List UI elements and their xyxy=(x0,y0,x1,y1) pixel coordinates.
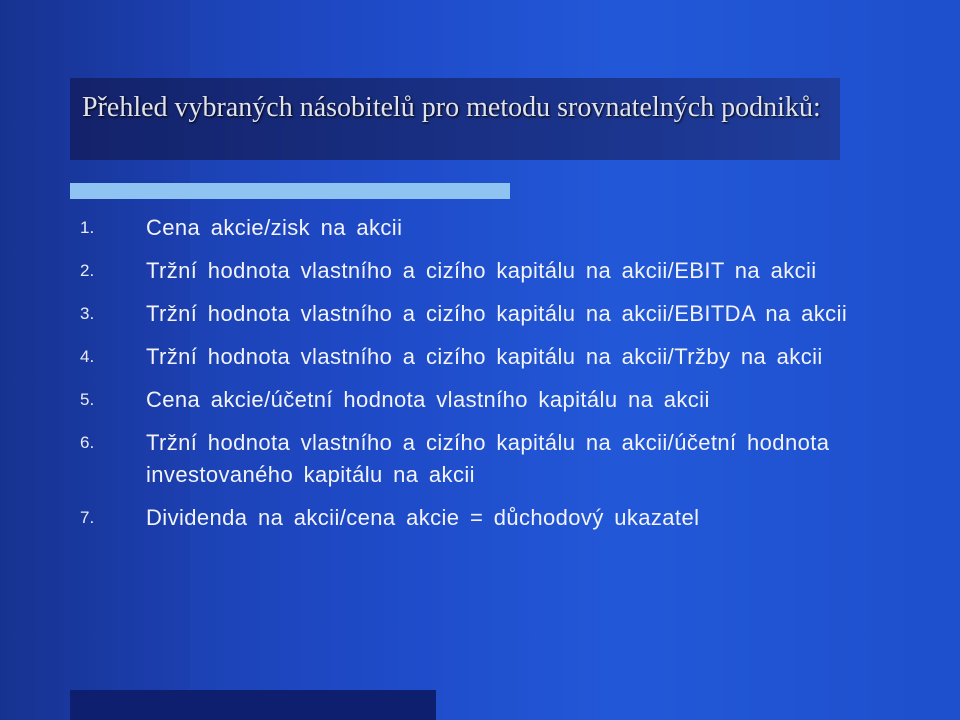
list-item xyxy=(80,502,900,534)
list-item xyxy=(80,427,900,491)
title-underline-bar xyxy=(70,183,510,199)
list-item-text: Dividenda na akcii/cena akcie = důchodový ukazatel xyxy=(146,505,700,530)
list-item-number: 5. xyxy=(80,390,95,409)
list-item-number: 6. xyxy=(80,433,95,452)
slide-title: Přehled vybraných násobitelů pro metodu srovnatelných podniků: xyxy=(82,92,821,123)
list-item-text: Cena akcie/zisk na akcii xyxy=(146,215,403,240)
list-item-number: 4. xyxy=(80,347,95,366)
list-item-text: Cena akcie/účetní hodnota vlastního kapitálu na akcii xyxy=(146,387,710,412)
list-item-number: 7. xyxy=(80,508,95,527)
list-item xyxy=(80,298,900,330)
list-item-number: 2. xyxy=(80,261,95,280)
list-item-number: 1. xyxy=(80,218,95,237)
bottom-decor-block xyxy=(70,690,436,720)
list-item xyxy=(80,212,900,244)
list-item xyxy=(80,255,900,287)
list-item-text: Tržní hodnota vlastního a cizího kapitálu na akcii/Tržby na akcii xyxy=(146,344,823,369)
list-item xyxy=(80,384,900,416)
list-item xyxy=(80,341,900,373)
list-item-text: Tržní hodnota vlastního a cizího kapitálu na akcii/EBIT na akcii xyxy=(146,258,817,283)
multiplier-list xyxy=(80,212,900,545)
list-item-number: 3. xyxy=(80,304,95,323)
list-item-text: Tržní hodnota vlastního a cizího kapitálu na akcii/EBITDA na akcii xyxy=(146,301,848,326)
list-item-text: Tržní hodnota vlastního a cizího kapitálu na akcii/účetní hodnota investovaného kapitálu na akcii xyxy=(146,430,830,487)
